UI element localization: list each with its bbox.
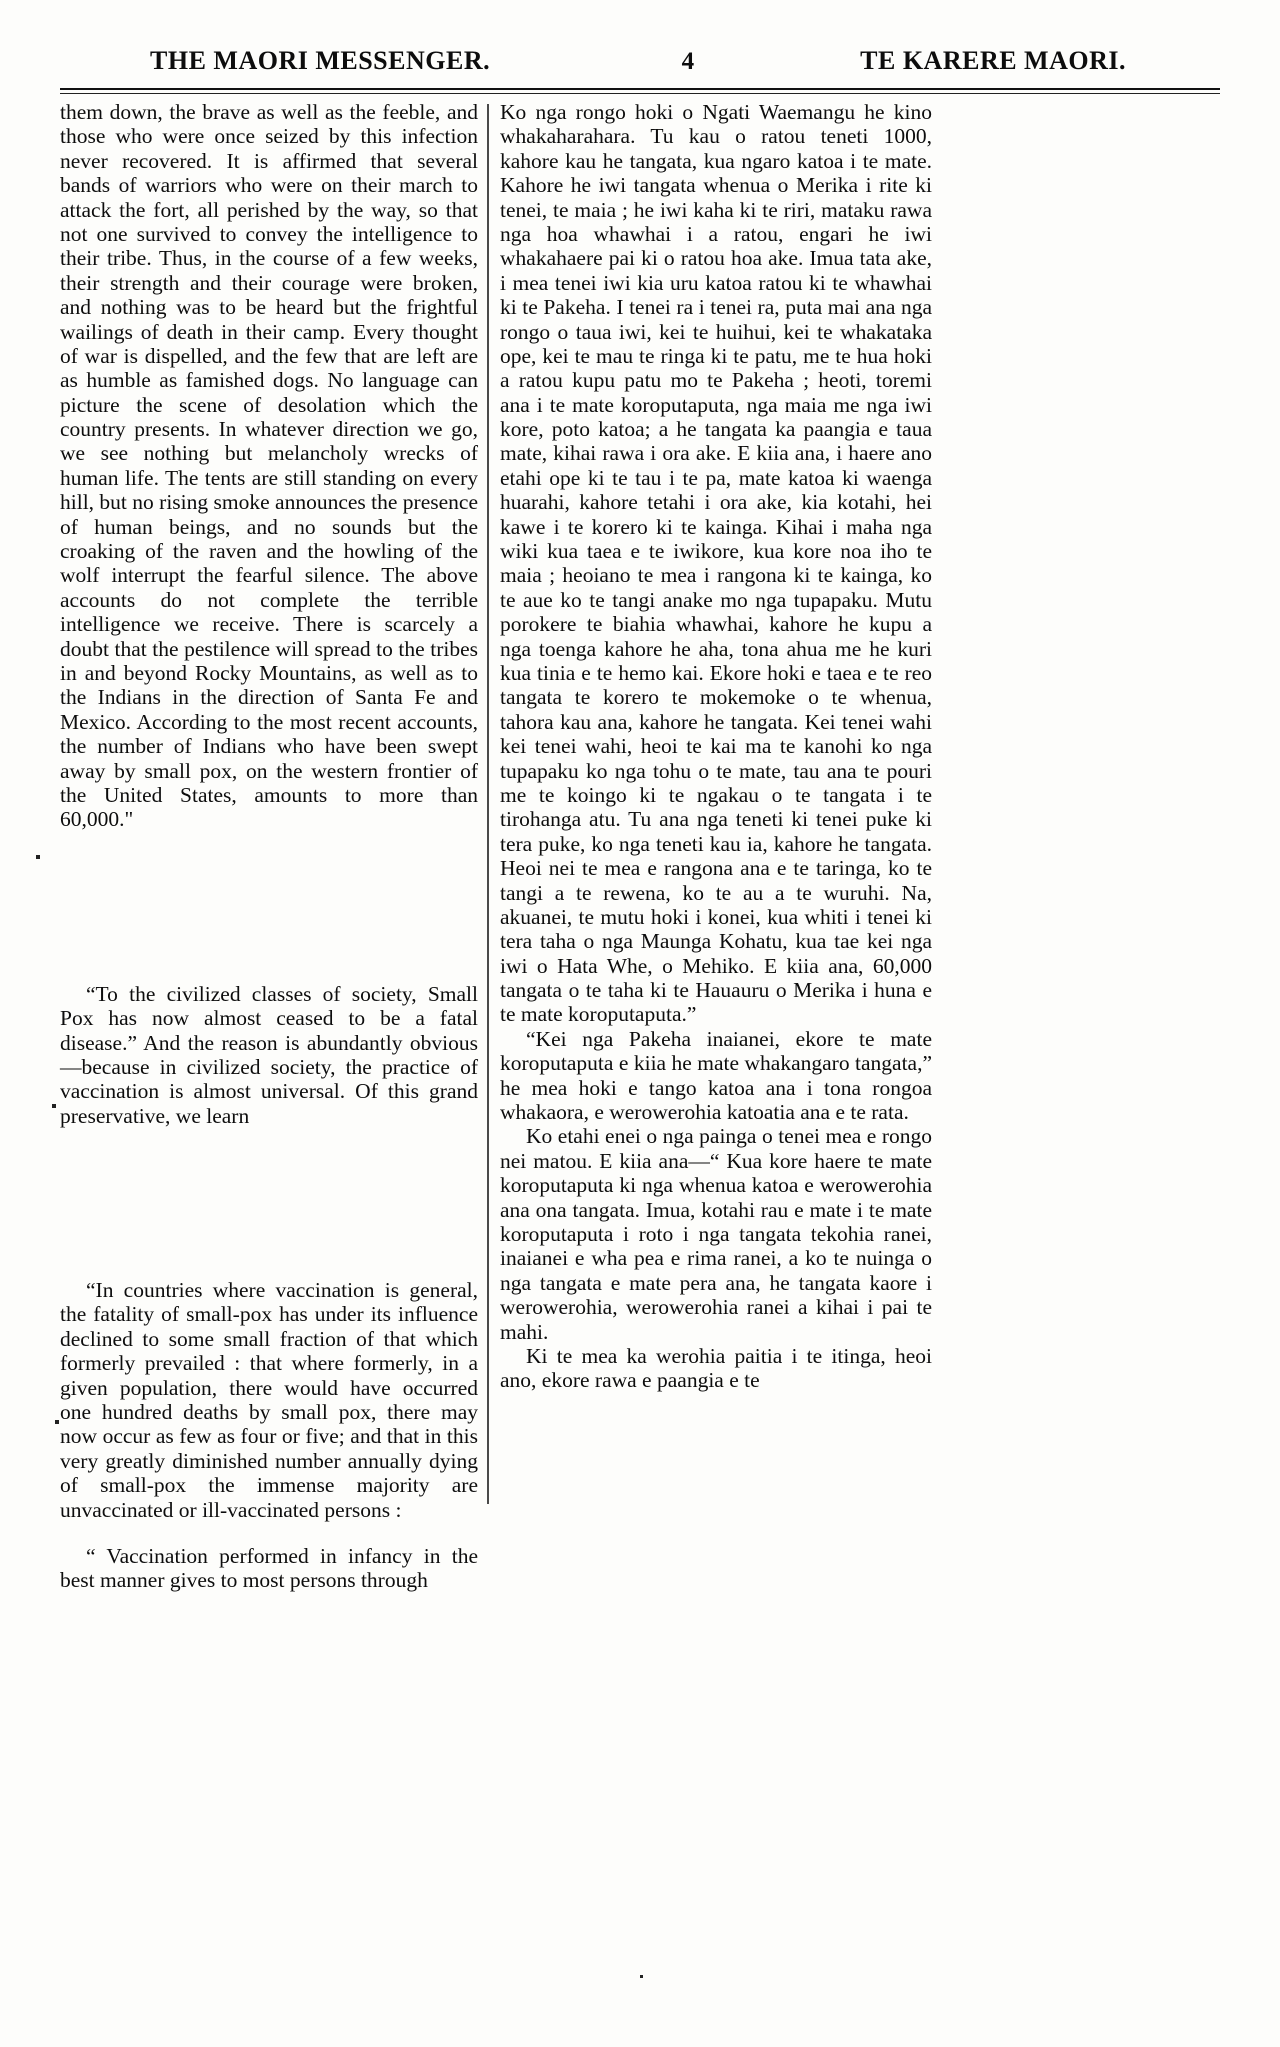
paragraph: Ko nga rongo hoki o Ngati Waemangu he kino whakaharahara. Tu kau o ratou teneti 1000, kahore kau he tangata, kua ngaro katoa i te mate. Kahore he iwi tangata whenua o Merika i rite ki tenei, te maia ; he iwi kaha ki te riri, mataku rawa nga hoa whawhai i a ratou, engari he iwi whakahaere pai ki o ratou hoa ake. Imua tata ake, i mea tenei iwi kia uru katoa ratou ki te whawhai ki te Pakeha. I tenei ra i tenei ra, puta mai ana nga rongo o taua iwi, kei te huihui, kei te whakataka ope, kei te mau te ringa ki te patu, me te hua hoki a ratou kupu patu mo te Pakeha ; heoti, toremi ana i te mate koroputaputa, nga maia me nga iwi kore, poto katoa; a he tangata ka paangia e taua mate, kihai rawa i ora ake. E kiia ana, i haere ano etahi ope ki te tau i te pa, mate katoa ki waenga huarahi, kahore tetahi i ora ake, kia kotahi, hei kawe i te korero ki te kainga. Kihai i maha nga wiki kua taea e te iwikore, kua kore noa iho te maia ; heoiano te mea i rangona ki te kainga, ko te aue ko te tangi anake mo nga tupapaku. Mutu porokere te biahia whawhai, kahore he kupu a nga toenga kahore he aha, tona ahua me he kuri kua tinia e te hemo kai. Ekore hoki e taea e te reo tangata te korero te mokemoke o te whenua, tahora kau ana, kahore he tangata. Kei tenei wahi kei tenei wahi, heoi te kai ma te kanohi ko nga tupapaku ko nga tohu o te mate, tau ana te pouri me te koingo ki te ngakau o te tangata i te tirohanga atu. Tu ana nga teneti ki tenei puke ki tera puke, ko nga teneti kau ia, kahore he tangata. Heoi nei te mea e rangona ana e te taringa, ko te tangi a te rewena, ko te au a te wuruhi. Na, akuanei, te mutu hoki i konei, kua whiti i tenei ki tera taha o nga Maunga Kohatu, kua tae kei nga iwi o Hata Whe, o Mehiko. E kiia ana, 60,000 tangata o te taha ki te Hauauru o Merika i huna e te mate koroputaputa.” bbox=[500, 100, 932, 1027]
paragraph: Ko etahi enei o nga painga o tenei mea e rongo nei matou. E kiia ana—“ Kua kore haere te mate koroputaputa ki nga whenua katoa e werowerohia ana ona tangata. Imua, kotahi rau e mate i te mate koroputaputa i roto i nga tangata tekohia ranei, inaianei e wha pea e rima ranei, a ko te nuinga o nga tangata e mate pera ana, he tangata kaore i werowerohia, werowerohia ranei a kihai i pai te mahi. bbox=[500, 1124, 932, 1344]
ink-speck bbox=[52, 1104, 56, 1108]
paragraph: “In countries where vaccination is general, the fatality of small-pox has under its influence declined to some small fraction of that which formerly prevailed : that where formerly, in a given population, there would have occurred one hundred deaths by small pox, there may now occur as few as four or five; and that in this very greatly diminished number annually dying of small-pox the immense majority are unvaccinated or ill-vaccinated persons : bbox=[60, 1278, 478, 1522]
ink-speck bbox=[640, 1975, 643, 1978]
paragraph: “ Vaccination performed in infancy in the best manner gives to most persons through bbox=[60, 1543, 478, 1593]
right-column bbox=[500, 100, 932, 1393]
column-gap bbox=[60, 1128, 478, 1278]
header-rule-thin bbox=[60, 93, 1220, 94]
paragraph: “To the civilized classes of society, Small Pox has now almost ceased to be a fatal disease.” And the reason is abundantly obvious—because in civilized society, the practice of vaccination is almost universal. Of this grand preservative, we learn bbox=[60, 981, 478, 1128]
column-gap bbox=[60, 832, 478, 982]
paragraph: them down, the brave as well as the feeble, and those who were once seized by this infection never recovered. It is affirmed that several bands of warriors who were on their march to attack the fort, all perished by the way, so that not one survived to convey the intelligence to their tribe. Thus, in the course of a few weeks, their strength and their courage were broken, and nothing was to be heard but the frightful wailings of death in their camp. Every thought of war is dispelled, and the few that are left are as humble as famished dogs. No language can picture the scene of desolation which the country presents. In whatever direction we go, we see nothing but melancholy wrecks of human life. The tents are still standing on every hill, but no rising smoke announces the presence of human beings, and no sounds but the croaking of the raven and the howling of the wolf interrupt the fearful silence. The above accounts do not complete the terrible intelligence we receive. There is scarcely a doubt that the pestilence will spread to the tribes in and beyond Rocky Mountains, as well as to the Indians in the direction of Santa Fe and Mexico. According to the most recent accounts, the number of Indians who have been swept away by small pox, on the western frontier of the United States, amounts to more than 60,000." bbox=[60, 100, 478, 832]
page-number: 4 bbox=[681, 48, 695, 75]
masthead-left: THE MAORI MESSENGER. bbox=[150, 46, 491, 75]
paragraph: Ki te mea ka werohia paitia i te itinga, heoi ano, ekore rawa e paangia e te bbox=[500, 1343, 932, 1393]
running-head bbox=[150, 46, 1130, 76]
paragraph: “Kei nga Pakeha inaianei, ekore te mate koroputaputa e kiia he mate whakangaro tangata,” he mea hoki e tango katoa ana i tona rongoa whakaora, e werowerohia katoatia ana e te rata. bbox=[500, 1026, 932, 1125]
header-rule bbox=[60, 88, 1220, 90]
ink-speck bbox=[36, 855, 40, 859]
column-divider bbox=[487, 104, 489, 1504]
left-column bbox=[60, 100, 478, 1593]
ink-speck bbox=[55, 1420, 59, 1424]
masthead-right: TE KARERE MAORI. bbox=[860, 46, 1126, 75]
